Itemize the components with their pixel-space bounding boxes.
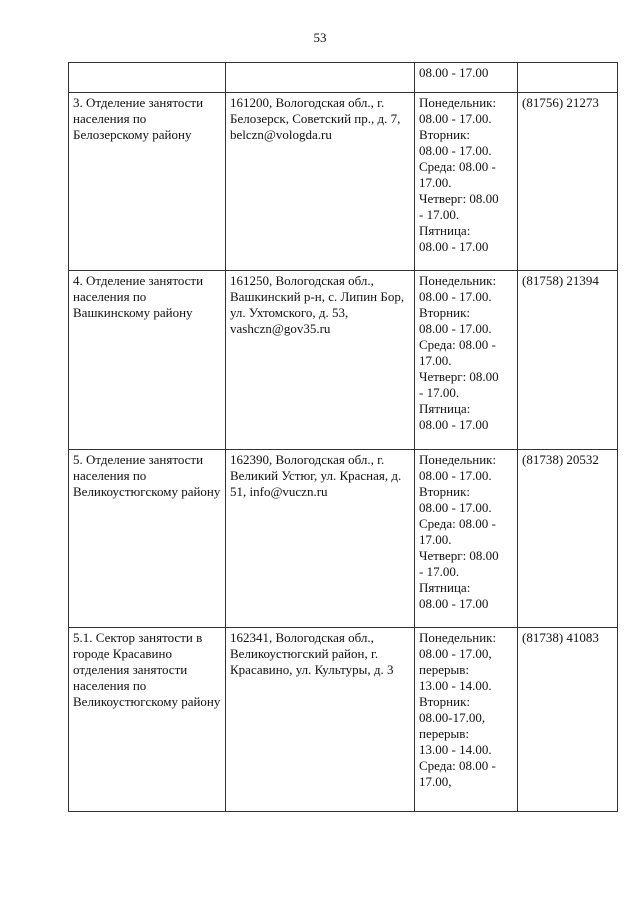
office-schedule bbox=[415, 628, 518, 812]
schedule-line: Понедельник: bbox=[419, 273, 497, 288]
table-row bbox=[69, 450, 618, 628]
office-phone: (81738) 41083 bbox=[518, 628, 618, 812]
office-name: 3. Отделение занятости населения по Белозерскому району bbox=[69, 93, 226, 271]
schedule-line: Среда: 08.00 - bbox=[419, 337, 496, 352]
schedule-line: 08.00 - 17.00. bbox=[419, 289, 492, 304]
schedule-line: 17.00. bbox=[419, 532, 452, 547]
page-number: 53 bbox=[313, 30, 327, 45]
schedule-line: 08.00 - 17.00, bbox=[419, 646, 492, 661]
schedule-line: Вторник: bbox=[419, 127, 471, 142]
schedule-line: 08.00 - 17.00 bbox=[419, 596, 489, 611]
office-address: 161250, Вологодская обл., Вашкинский р-н, с. Липин Бор, ул. Ухтомского, д. 53, vashczn@gov35.ru bbox=[226, 271, 415, 450]
office-address: 161200, Вологодская обл., г. Белозерск, Советский пр., д. 7, belczn@vologda.ru bbox=[226, 93, 415, 271]
schedule-line: 08.00 - 17.00. bbox=[419, 321, 492, 336]
schedule-line: 08.00 - 17.00. bbox=[419, 143, 492, 158]
schedule-line: 08.00 - 17.00. bbox=[419, 111, 492, 126]
schedule-line: Пятница: bbox=[419, 223, 471, 238]
schedule-line: Пятница: bbox=[419, 401, 471, 416]
table-row bbox=[69, 628, 618, 812]
schedule-tail: 08.00 - 17.00 bbox=[415, 63, 518, 93]
schedule-line: Вторник: bbox=[419, 694, 471, 709]
schedule-line: 17.00, bbox=[419, 774, 452, 789]
schedule-line: Среда: 08.00 - bbox=[419, 159, 496, 174]
office-name: 4. Отделение занятости населения по Вашкинскому району bbox=[69, 271, 226, 450]
schedule-line: Понедельник: bbox=[419, 452, 497, 467]
cell-empty bbox=[69, 63, 226, 93]
schedule-line: 08.00 - 17.00 bbox=[419, 239, 489, 254]
office-address: 162341, Вологодская обл., Великоустюгский район, г. Красавино, ул. Культуры, д. 3 bbox=[226, 628, 415, 812]
office-name: 5. Отделение занятости населения по Великоустюгскому району bbox=[69, 450, 226, 628]
table-row-continuation bbox=[69, 63, 618, 93]
schedule-line: Четверг: 08.00 bbox=[419, 548, 499, 563]
schedule-line: перерыв: bbox=[419, 726, 469, 741]
office-schedule bbox=[415, 93, 518, 271]
schedule-line: 17.00. bbox=[419, 353, 452, 368]
schedule-line: Четверг: 08.00 bbox=[419, 369, 499, 384]
table-row bbox=[69, 271, 618, 450]
schedule-line: - 17.00. bbox=[419, 564, 460, 579]
schedule-line: 17.00. bbox=[419, 175, 452, 190]
schedule-line: Понедельник: bbox=[419, 95, 497, 110]
schedule-line: 13.00 - 14.00. bbox=[419, 678, 492, 693]
office-phone: (81738) 20532 bbox=[518, 450, 618, 628]
schedule-line: 08.00 - 17.00. bbox=[419, 500, 492, 515]
schedule-line: - 17.00. bbox=[419, 207, 460, 222]
table-row bbox=[69, 93, 618, 271]
schedule-line: - 17.00. bbox=[419, 385, 460, 400]
schedule-line: Понедельник: bbox=[419, 630, 497, 645]
office-phone: (81756) 21273 bbox=[518, 93, 618, 271]
schedule-line: перерыв: bbox=[419, 662, 469, 677]
office-name: 5.1. Сектор занятости в городе Красавино отделения занятости населения по Великоустюгскому району bbox=[69, 628, 226, 812]
schedule-line: 08.00 - 17.00. bbox=[419, 468, 492, 483]
office-phone: (81758) 21394 bbox=[518, 271, 618, 450]
schedule-line: Среда: 08.00 - bbox=[419, 516, 496, 531]
schedule-line: Пятница: bbox=[419, 580, 471, 595]
cell-empty bbox=[518, 63, 618, 93]
schedule-line: 08.00-17.00, bbox=[419, 710, 486, 725]
offices-table bbox=[68, 62, 618, 812]
office-schedule bbox=[415, 450, 518, 628]
schedule-line: 13.00 - 14.00. bbox=[419, 742, 492, 757]
schedule-line: 08.00 - 17.00 bbox=[419, 417, 489, 432]
office-schedule bbox=[415, 271, 518, 450]
schedule-line: Четверг: 08.00 bbox=[419, 191, 499, 206]
cell-empty bbox=[226, 63, 415, 93]
schedule-line: Вторник: bbox=[419, 484, 471, 499]
office-address: 162390, Вологодская обл., г. Великий Устюг, ул. Красная, д. 51, info@vuczn.ru bbox=[226, 450, 415, 628]
schedule-line: Среда: 08.00 - bbox=[419, 758, 496, 773]
schedule-line: Вторник: bbox=[419, 305, 471, 320]
